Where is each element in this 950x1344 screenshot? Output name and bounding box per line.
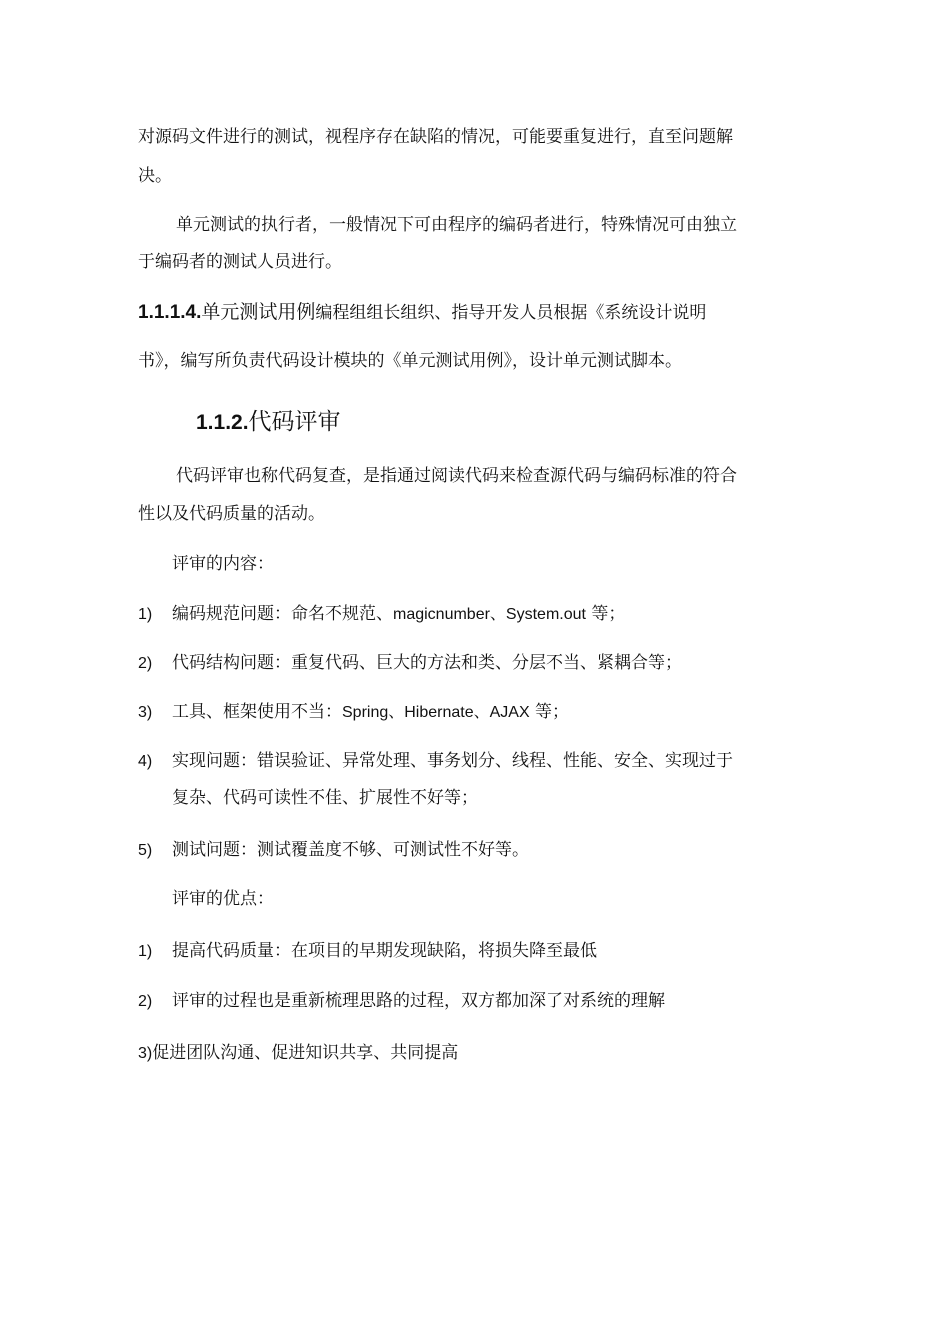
paragraph-line <box>138 251 342 273</box>
list-label-text: 评审的优点： <box>172 889 274 909</box>
list-text: 工具、框架使用不当： <box>172 702 342 722</box>
list-text-latin: Spring、Hibernate、AJAX <box>342 704 530 721</box>
list-number: 3) <box>138 704 153 721</box>
paragraph-line <box>138 503 325 525</box>
paragraph-text: 代码评审也称代码复查，是指通过阅读代码来检查源代码与编码标准的符合 <box>176 466 737 486</box>
list-item <box>138 839 529 862</box>
paragraph-text: 决。 <box>138 166 172 186</box>
list-number: 4) <box>138 753 153 770</box>
paragraph-text: 编程组组长组织、指导开发人员根据《系统设计说明 <box>315 303 707 323</box>
list-number: 5) <box>138 842 153 859</box>
list-label <box>172 888 274 910</box>
list-number: 2) <box>138 993 153 1010</box>
list-text: 实现问题：错误验证、异常处理、事务划分、线程、性能、安全、实现过于 <box>172 751 733 771</box>
list-text: 编码规范问题：命名不规范、 <box>172 604 393 624</box>
list-text: 复杂、代码可读性不佳、扩展性不好等； <box>172 788 478 808</box>
list-number: 2) <box>138 655 153 672</box>
list-text: 等； <box>585 604 626 624</box>
paragraph-line <box>138 165 172 187</box>
section-number: 1.1.2. <box>196 411 249 434</box>
list-number: 3) <box>138 1045 153 1062</box>
list-text: 促进团队沟通、促进知识共享、共同提高 <box>152 1043 459 1063</box>
list-label-text: 评审的内容： <box>172 554 274 574</box>
list-text: 评审的过程也是重新梳理思路的过程，双方都加深了对系统的理解 <box>172 991 665 1011</box>
list-item <box>138 701 569 724</box>
list-text: 提高代码质量：在项目的早期发现缺陷，将损失降至最低 <box>172 941 597 961</box>
list-item <box>138 603 625 626</box>
list-text-latin: magicnumber、System.out <box>393 606 586 623</box>
subheading-title: 单元测试用例 <box>201 301 316 323</box>
paragraph-line <box>176 465 737 487</box>
list-item <box>138 1042 458 1065</box>
paragraph-text: 性以及代码质量的活动。 <box>138 504 325 524</box>
paragraph-line <box>176 214 737 236</box>
section-title: 代码评审 <box>248 409 341 435</box>
list-item <box>138 750 733 773</box>
paragraph-text: 单元测试的执行者，一般情况下可由程序的编码者进行，特殊情况可由独立 <box>176 215 737 235</box>
list-item <box>138 990 665 1013</box>
subheading-paragraph <box>138 301 706 324</box>
paragraph-text: 对源码文件进行的测试，视程序存在缺陷的情况，可能要重复进行，直至问题解 <box>138 127 733 147</box>
list-item <box>138 652 682 675</box>
list-text: 代码结构问题：重复代码、巨大的方法和类、分层不当、紧耦合等； <box>172 653 682 673</box>
list-item <box>138 940 597 963</box>
list-item-continuation <box>172 787 478 809</box>
subheading-number: 1.1.1.4. <box>138 302 202 323</box>
list-text: 等； <box>529 702 570 722</box>
paragraph-text: 书》，编写所负责代码设计模块的《单元测试用例》，设计单元测试脚本。 <box>138 351 682 371</box>
list-label <box>172 553 274 575</box>
list-number: 1) <box>138 606 153 623</box>
list-text: 测试问题：测试覆盖度不够、可测试性不好等。 <box>172 840 529 860</box>
paragraph-line <box>138 350 682 372</box>
list-number: 1) <box>138 943 153 960</box>
paragraph-line <box>138 126 733 148</box>
section-heading <box>196 408 341 438</box>
paragraph-text: 于编码者的测试人员进行。 <box>138 252 342 272</box>
